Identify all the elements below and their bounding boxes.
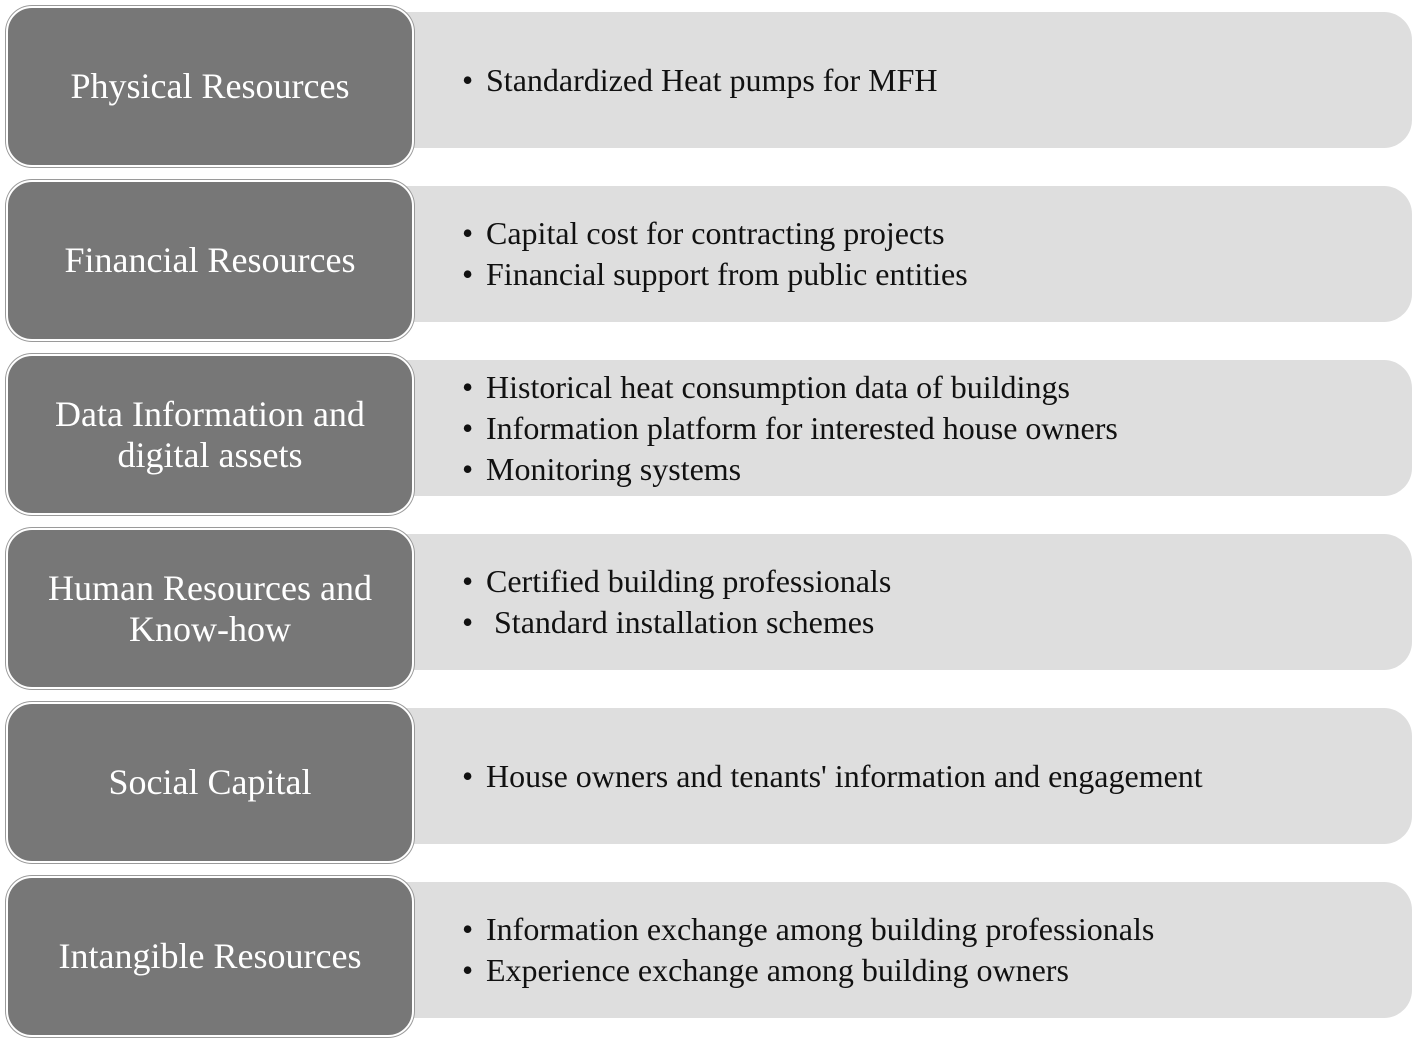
resource-detail-panel bbox=[400, 186, 1412, 322]
bullet-glyph: • bbox=[462, 368, 474, 405]
bullet-glyph: • bbox=[462, 604, 474, 640]
resource-detail-panel bbox=[400, 708, 1412, 844]
resource-item-list bbox=[462, 756, 1412, 797]
resource-category-box bbox=[6, 6, 414, 167]
resource-item-text: Certified building professionals bbox=[486, 563, 892, 599]
resource-category-label: Financial Resources bbox=[64, 240, 356, 280]
resource-category-box bbox=[6, 180, 414, 341]
resource-item-list bbox=[462, 213, 1412, 295]
resource-item-list bbox=[462, 60, 1412, 101]
resource-item-text: Monitoring systems bbox=[486, 450, 742, 487]
bullet-glyph: • bbox=[462, 563, 474, 599]
resource-detail-panel bbox=[400, 534, 1412, 670]
resource-item-text: Information exchange among building professionals bbox=[486, 911, 1155, 947]
bullet-glyph: • bbox=[462, 911, 474, 947]
bullet-glyph: • bbox=[462, 952, 474, 988]
resource-row-human bbox=[0, 522, 1418, 684]
bullet-glyph: • bbox=[462, 757, 474, 794]
resource-row-financial bbox=[0, 174, 1418, 336]
resource-category-label: Human Resources and Know-how bbox=[48, 567, 372, 649]
resource-item bbox=[462, 408, 1412, 449]
resource-item bbox=[462, 756, 1412, 797]
resource-item-text: House owners and tenants' information and engagement bbox=[486, 757, 1203, 794]
resource-row-intangible bbox=[0, 870, 1418, 1032]
resource-category-box bbox=[6, 702, 414, 863]
resource-item bbox=[462, 950, 1412, 991]
resource-category-label: Social Capital bbox=[108, 762, 312, 802]
resource-item bbox=[462, 60, 1412, 101]
bullet-glyph: • bbox=[462, 61, 474, 98]
resource-category-box bbox=[6, 528, 414, 689]
resource-item bbox=[462, 367, 1412, 408]
resource-item-text: Standard installation schemes bbox=[486, 604, 875, 640]
resource-category-label: Intangible Resources bbox=[58, 936, 362, 976]
resource-item-list bbox=[462, 909, 1412, 991]
bullet-glyph: • bbox=[462, 409, 474, 446]
resource-item-text: Experience exchange among building owners bbox=[486, 952, 1069, 988]
resource-item-text: Standardized Heat pumps for MFH bbox=[486, 61, 938, 98]
resource-item bbox=[462, 254, 1412, 295]
resource-item-text: Financial support from public entities bbox=[486, 256, 968, 292]
resource-item-list bbox=[462, 561, 1412, 643]
resource-item bbox=[462, 602, 1412, 643]
resource-item bbox=[462, 449, 1412, 490]
resource-item-text: Information platform for interested house owners bbox=[486, 409, 1118, 446]
resource-item-list bbox=[462, 367, 1412, 490]
bullet-glyph: • bbox=[462, 450, 474, 487]
resource-category-box bbox=[6, 354, 414, 515]
resource-detail-panel bbox=[400, 882, 1412, 1018]
resource-item bbox=[462, 213, 1412, 254]
bullet-glyph: • bbox=[462, 256, 474, 292]
resource-row-physical bbox=[0, 0, 1418, 162]
resource-item-text: Historical heat consumption data of buildings bbox=[486, 368, 1070, 405]
resource-detail-panel bbox=[400, 360, 1412, 496]
resource-category-label: Physical Resources bbox=[70, 66, 350, 106]
resource-item bbox=[462, 909, 1412, 950]
bullet-glyph: • bbox=[462, 215, 474, 251]
resource-row-data bbox=[0, 348, 1418, 510]
resource-detail-panel bbox=[400, 12, 1412, 148]
resource-category-label: Data Information and digital assets bbox=[55, 393, 365, 475]
resource-item-text: Capital cost for contracting projects bbox=[486, 215, 945, 251]
resource-row-social bbox=[0, 696, 1418, 858]
resource-item bbox=[462, 561, 1412, 602]
resource-category-box bbox=[6, 876, 414, 1037]
